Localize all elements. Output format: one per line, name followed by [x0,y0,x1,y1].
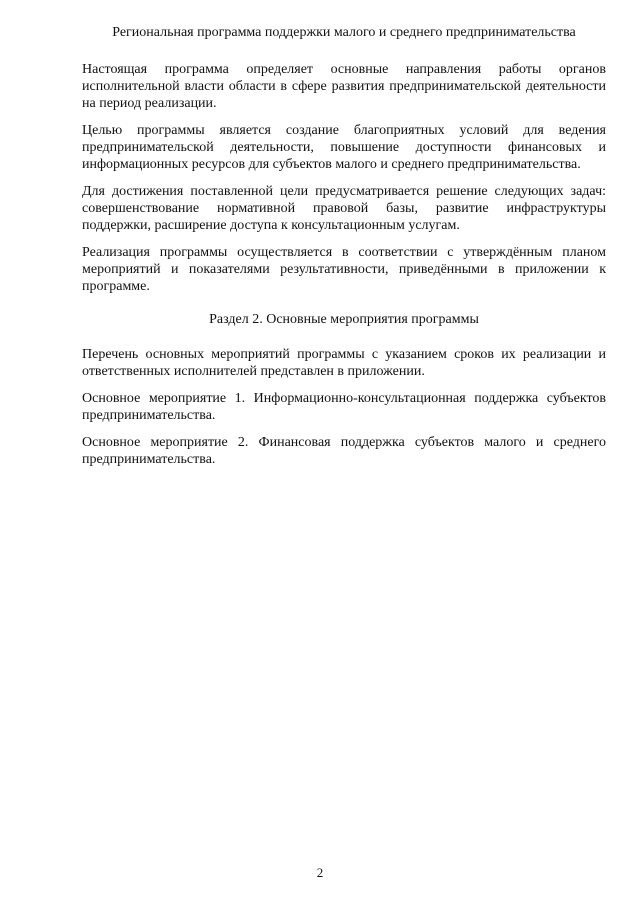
paragraph: Настоящая программа определяет основные направления работы органов исполнительной власти области в сфере развития предпринимательской деятельности на период реализации. [82,62,606,111]
page-title: Региональная программа поддержки малого и среднего предпринимательства [112,25,576,40]
paragraph: Для достижения поставленной цели предусматривается решение следующих задач: совершенствование нормативной правовой базы, развитие инфраструктуры поддержки, расширение доступа к консультационным услугам. [82,184,606,233]
section-paragraph: Перечень основных мероприятий программы с указанием сроков их реализации и ответственных исполнителей представлен в приложении. [82,347,606,379]
section-paragraph: Основное мероприятие 2. Финансовая поддержка субъектов малого и среднего предпринимательства. [82,435,606,467]
page-number: 2 [316,865,324,880]
paragraph: Реализация программы осуществляется в соответствии с утверждённым планом мероприятий и показателями результативности, приведёнными в приложении к программе. [82,245,606,294]
section-heading: Раздел 2. Основные мероприятия программы [209,312,479,327]
section-paragraph: Основное мероприятие 1. Информационно-консультационная поддержка субъектов предпринимательства. [82,391,606,423]
paragraph: Целью программы является создание благоприятных условий для ведения предпринимательской деятельности, повышение доступности финансовых и информационных ресурсов для субъектов малого и среднего предпринимательства. [82,123,606,172]
